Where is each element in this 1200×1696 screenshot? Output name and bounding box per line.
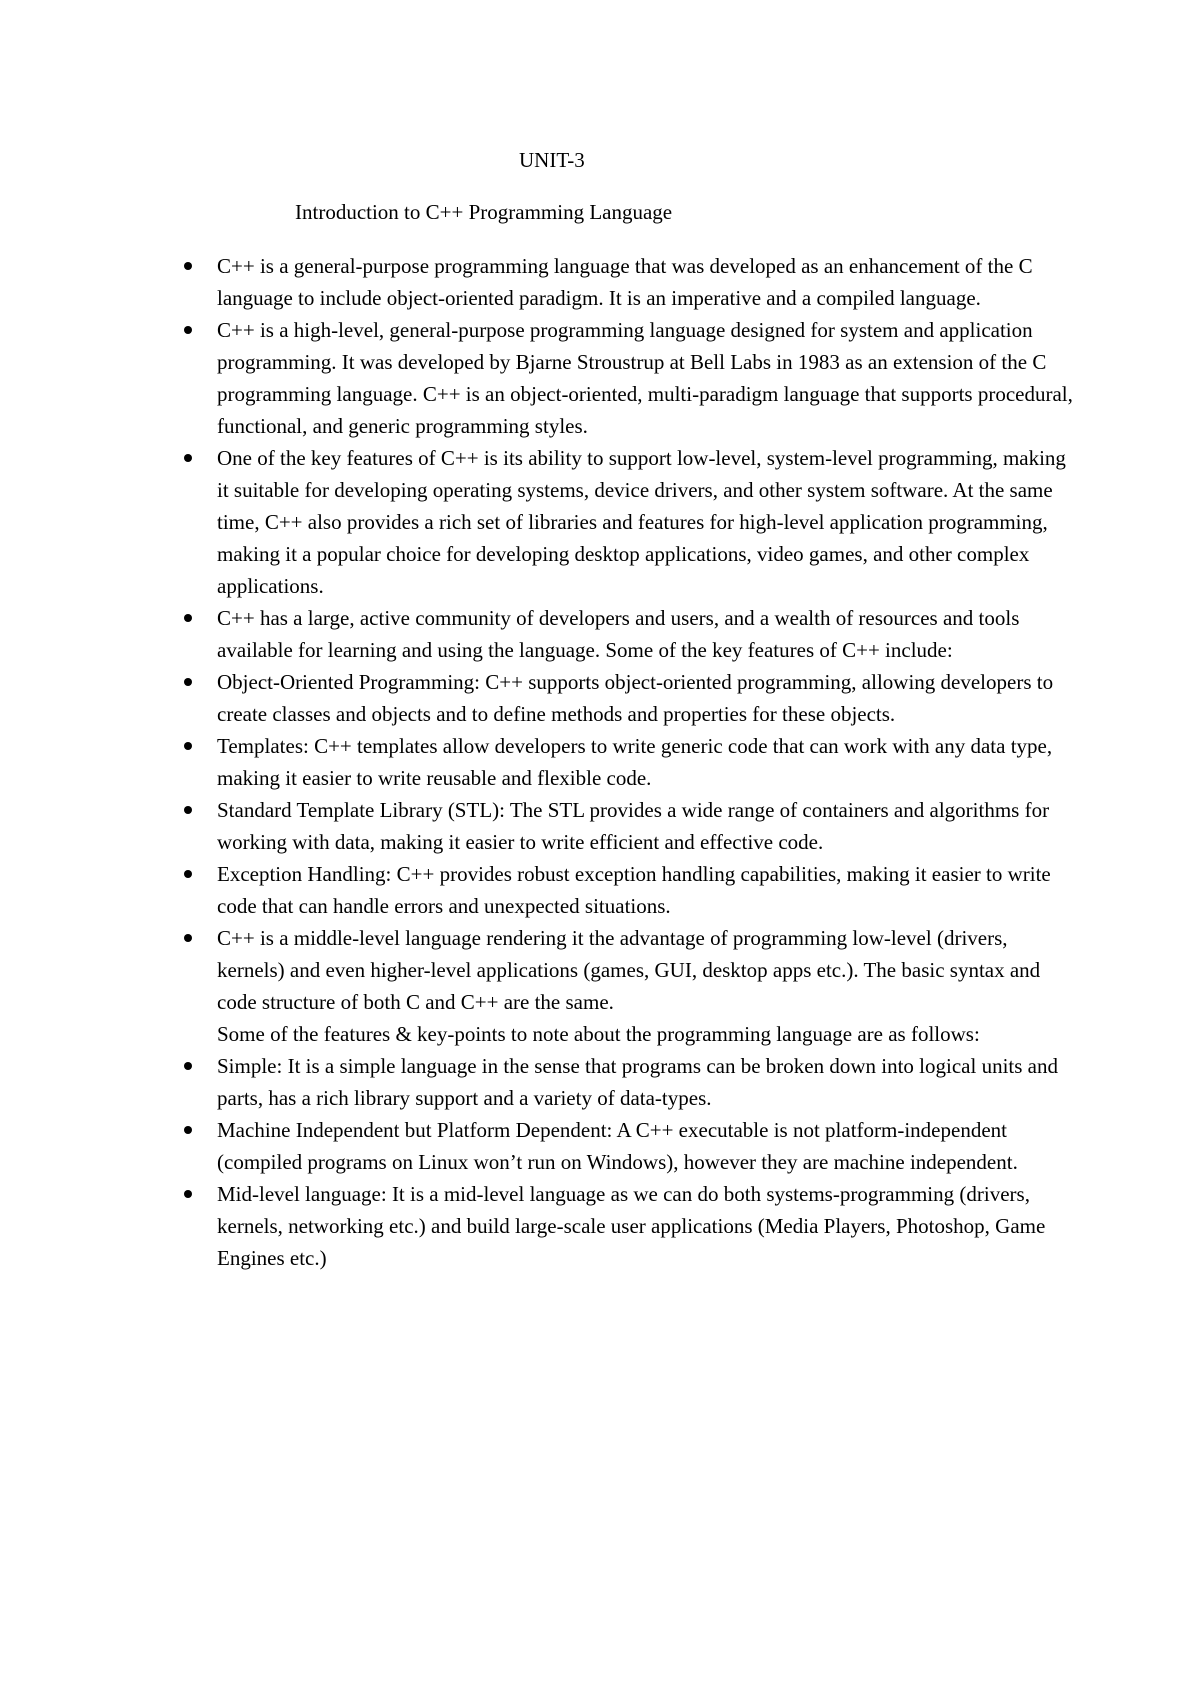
bullet-icon	[184, 806, 192, 814]
bullet-icon	[184, 1062, 192, 1070]
bullet-item	[0, 922, 1077, 1018]
document-heading: Introduction to C++ Programming Language	[295, 200, 673, 224]
bullet-icon	[184, 934, 192, 942]
bullet-icon	[184, 678, 192, 686]
bullet-text: Machine Independent but Platform Dependent: A C++ executable is not platform-independent (compiled programs on Linux won’t run on Windows), however they are machine independent.	[217, 1118, 1018, 1174]
bullet-item	[0, 730, 1077, 794]
bullet-item	[0, 858, 1077, 922]
bullet-text: C++ is a general-purpose programming language that was developed as an enhancement of the C language to include object-oriented paradigm. It is an imperative and a compiled language.	[217, 254, 1033, 310]
bullet-item	[0, 442, 1077, 602]
bullet-text: C++ has a large, active community of developers and users, and a wealth of resources and tools available for learning and using the language. Some of the key features of C++ include:	[217, 606, 1020, 662]
bullet-icon	[184, 326, 192, 334]
bullet-text: Object-Oriented Programming: C++ supports object-oriented programming, allowing developers to create classes and objects and to define methods and properties for these objects.	[217, 670, 1054, 726]
bullet-icon	[184, 1190, 192, 1198]
bullet-item	[0, 314, 1077, 442]
bullet-text: C++ is a middle-level language rendering it the advantage of programming low-level (drivers, kernels) and even higher-level applications (games, GUI, desktop apps etc.). The basic syntax and code structure of both C and C++ are the same.	[217, 926, 1041, 1014]
bullet-text: Standard Template Library (STL): The STL provides a wide range of containers and algorithms for working with data, making it easier to write efficient and effective code.	[217, 798, 1050, 854]
bullet-item	[0, 1114, 1077, 1178]
bullet-text: C++ is a high-level, general-purpose programming language designed for system and application programming. It was developed by Bjarne Stroustrup at Bell Labs in 1983 as an extension of the C programming language. C++ is an object-oriented, multi-paradigm language that supports procedural, functional, and generic programming styles.	[217, 318, 1073, 438]
bullet-icon	[184, 454, 192, 462]
bullet-item	[0, 1178, 1077, 1274]
bullet-text: Exception Handling: C++ provides robust exception handling capabilities, making it easier to write code that can handle errors and unexpected situations.	[217, 862, 1051, 918]
bullet-item	[0, 250, 1077, 314]
bullet-icon	[184, 262, 192, 270]
bullet-text: Mid-level language: It is a mid-level language as we can do both systems-programming (drivers, kernels, networking etc.) and build large-scale user applications (Media Players, Photoshop, Game Engines etc.)	[217, 1182, 1046, 1270]
bullet-text: Simple: It is a simple language in the sense that programs can be broken down into logical units and parts, has a rich library support and a variety of data-types.	[217, 1054, 1058, 1110]
bullet-text: One of the key features of C++ is its ability to support low-level, system-level programming, making it suitable for developing operating systems, device drivers, and other system software. At the same time, C++ also provides a rich set of libraries and features for high-level application programming, making it a popular choice for developing desktop applications, video games, and other complex applications.	[217, 446, 1066, 598]
bullet-icon	[184, 742, 192, 750]
bullet-item	[0, 1050, 1077, 1114]
features-intro-paragraph: Some of the features & key-points to note about the programming language are as follows:	[217, 1022, 980, 1046]
bullet-item	[0, 666, 1077, 730]
bullet-item	[0, 794, 1077, 858]
bullet-item	[0, 602, 1077, 666]
bullet-list	[0, 250, 1200, 1274]
bullet-icon	[184, 614, 192, 622]
bullet-icon	[184, 870, 192, 878]
bullet-text: Templates: C++ templates allow developers to write generic code that can work with any data type, making it easier to write reusable and flexible code.	[217, 734, 1053, 790]
unit-title: UNIT-3	[519, 148, 585, 172]
bullet-icon	[184, 1126, 192, 1134]
